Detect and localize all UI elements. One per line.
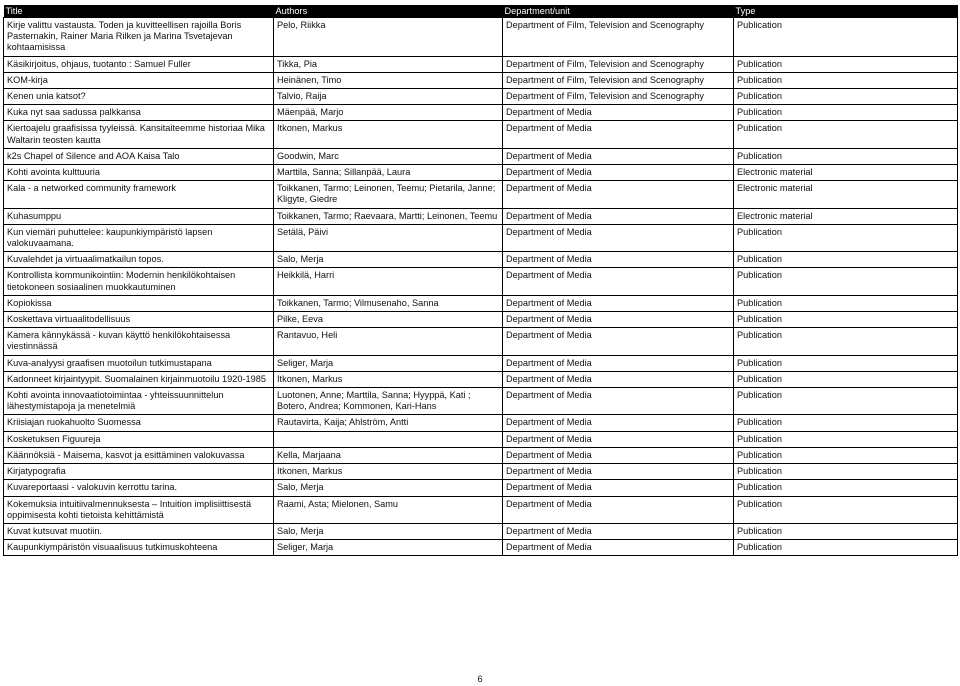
cell-title: Kokemuksia intuitiivalmennuksesta – Intuition implisiittisestä oppimisesta kohti tietoista kehittämistä	[4, 496, 274, 523]
cell-type: Publication	[734, 388, 958, 415]
cell-authors: Rautavirta, Kaija; Ahlström, Antti	[274, 415, 503, 431]
cell-department: Department of Film, Television and Scenography	[503, 18, 734, 57]
cell-title: KOM-kirja	[4, 72, 274, 88]
cell-authors: Setälä, Päivi	[274, 224, 503, 251]
cell-title: Kirje valittu vastausta. Toden ja kuvitteellisen rajoilla Boris Pasternakin, Rainer Maria Rilken ja Marina Tsvetajevan kohtaamisissa	[4, 18, 274, 57]
cell-title: Kopiokissa	[4, 295, 274, 311]
cell-authors: Itkonen, Markus	[274, 464, 503, 480]
table-row	[4, 415, 958, 431]
cell-type: Publication	[734, 224, 958, 251]
cell-authors: Toikkanen, Tarmo; Leinonen, Teemu; Pietarila, Janne; Kligyte, Giedre	[274, 181, 503, 208]
cell-authors: Marttila, Sanna; Sillanpää, Laura	[274, 165, 503, 181]
cell-title: Kuvareportaasi - valokuvin kerrottu tarina.	[4, 480, 274, 496]
table-row	[4, 431, 958, 447]
cell-title: Koskettava virtuaalitodellisuus	[4, 312, 274, 328]
table-row	[4, 252, 958, 268]
cell-title: Kuvalehdet ja virtuaalimatkailun topos.	[4, 252, 274, 268]
cell-type: Publication	[734, 371, 958, 387]
cell-authors: Raami, Asta; Mielonen, Samu	[274, 496, 503, 523]
cell-department: Department of Film, Television and Scenography	[503, 72, 734, 88]
table-row	[4, 165, 958, 181]
cell-department: Department of Media	[503, 148, 734, 164]
cell-title: Kun viemäri puhuttelee: kaupunkiympäristö lapsen valokuvaamana.	[4, 224, 274, 251]
cell-department: Department of Film, Television and Scenography	[503, 56, 734, 72]
cell-title: k2s Chapel of Silence and AOA Kaisa Talo	[4, 148, 274, 164]
cell-department: Department of Media	[503, 312, 734, 328]
cell-type: Publication	[734, 480, 958, 496]
cell-authors: Heinänen, Timo	[274, 72, 503, 88]
table-row	[4, 480, 958, 496]
table-row	[4, 388, 958, 415]
cell-authors: Salo, Merja	[274, 252, 503, 268]
table-row	[4, 72, 958, 88]
cell-title: Kamera kännykässä - kuvan käyttö henkilökohtaisessa viestinnässä	[4, 328, 274, 355]
cell-type: Publication	[734, 268, 958, 295]
cell-type: Publication	[734, 355, 958, 371]
cell-title: Kenen unia katsot?	[4, 89, 274, 105]
cell-type: Publication	[734, 72, 958, 88]
cell-department: Department of Media	[503, 224, 734, 251]
cell-authors: Kella, Marjaana	[274, 447, 503, 463]
cell-department: Department of Media	[503, 464, 734, 480]
cell-department: Department of Film, Television and Scenography	[503, 89, 734, 105]
cell-title: Kohti avointa kulttuuria	[4, 165, 274, 181]
table-row	[4, 540, 958, 556]
table-row	[4, 89, 958, 105]
cell-department: Department of Media	[503, 355, 734, 371]
cell-title: Käsikirjoitus, ohjaus, tuotanto : Samuel Fuller	[4, 56, 274, 72]
cell-type: Publication	[734, 328, 958, 355]
cell-type: Publication	[734, 121, 958, 148]
cell-authors: Tikka, Pia	[274, 56, 503, 72]
cell-authors: Heikkilä, Harri	[274, 268, 503, 295]
cell-title: Kuka nyt saa sadussa palkkansa	[4, 105, 274, 121]
table-row	[4, 56, 958, 72]
cell-authors: Toikkanen, Tarmo; Raevaara, Martti; Leinonen, Teemu	[274, 208, 503, 224]
cell-title: Kriisiajan ruokahuolto Suomessa	[4, 415, 274, 431]
cell-type: Publication	[734, 56, 958, 72]
table-row	[4, 105, 958, 121]
cell-title: Kontrollista kommunikointiin: Modernin henkilökohtaisen tietokoneen sosiaalinen muokkautuminen	[4, 268, 274, 295]
table-row	[4, 312, 958, 328]
table-row	[4, 355, 958, 371]
table-row	[4, 523, 958, 539]
cell-title: Kuva-analyysi graafisen muotoilun tutkimustapana	[4, 355, 274, 371]
cell-type: Publication	[734, 447, 958, 463]
table-row	[4, 148, 958, 164]
table-body	[4, 18, 958, 556]
page-number: 6	[477, 674, 483, 684]
cell-title: Kadonneet kirjaintyypit. Suomalainen kirjainmuotoilu 1920-1985	[4, 371, 274, 387]
cell-type: Electronic material	[734, 181, 958, 208]
cell-type: Publication	[734, 523, 958, 539]
cell-department: Department of Media	[503, 388, 734, 415]
cell-department: Department of Media	[503, 371, 734, 387]
cell-department: Department of Media	[503, 480, 734, 496]
cell-authors: Toikkanen, Tarmo; Vilmusenaho, Sanna	[274, 295, 503, 311]
cell-title: Kiertoajelu graafisissa tyyleissä. Kansitaiteemme historiaa Mika Waltarin teosten kautta	[4, 121, 274, 148]
cell-department: Department of Media	[503, 328, 734, 355]
cell-authors: Seliger, Marja	[274, 355, 503, 371]
cell-department: Department of Media	[503, 181, 734, 208]
cell-type: Publication	[734, 295, 958, 311]
column-header-authors: Authors	[274, 5, 503, 18]
table-row	[4, 121, 958, 148]
cell-authors	[274, 431, 503, 447]
cell-type: Publication	[734, 89, 958, 105]
cell-type: Publication	[734, 18, 958, 57]
cell-authors: Pilke, Eeva	[274, 312, 503, 328]
cell-department: Department of Media	[503, 295, 734, 311]
cell-department: Department of Media	[503, 447, 734, 463]
table-row	[4, 328, 958, 355]
cell-type: Electronic material	[734, 165, 958, 181]
cell-department: Department of Media	[503, 415, 734, 431]
cell-department: Department of Media	[503, 540, 734, 556]
table-row	[4, 224, 958, 251]
cell-title: Käännöksiä - Maisema, kasvot ja esittäminen valokuvassa	[4, 447, 274, 463]
cell-department: Department of Media	[503, 208, 734, 224]
cell-type: Publication	[734, 540, 958, 556]
column-header-department: Department/unit	[503, 5, 734, 18]
cell-title: Kosketuksen Figuureja	[4, 431, 274, 447]
cell-authors: Salo, Merja	[274, 523, 503, 539]
cell-type: Publication	[734, 105, 958, 121]
cell-type: Publication	[734, 148, 958, 164]
table-row	[4, 268, 958, 295]
cell-department: Department of Media	[503, 496, 734, 523]
cell-title: Kaupunkiympäristön visuaalisuus tutkimuskohteena	[4, 540, 274, 556]
cell-department: Department of Media	[503, 252, 734, 268]
cell-type: Publication	[734, 431, 958, 447]
table-row	[4, 464, 958, 480]
cell-department: Department of Media	[503, 105, 734, 121]
cell-authors: Salo, Merja	[274, 480, 503, 496]
cell-authors: Seliger, Marja	[274, 540, 503, 556]
cell-type: Publication	[734, 464, 958, 480]
cell-title: Kuhasumppu	[4, 208, 274, 224]
cell-authors: Goodwin, Marc	[274, 148, 503, 164]
cell-authors: Pelo, Riikka	[274, 18, 503, 57]
table-row	[4, 371, 958, 387]
cell-type: Publication	[734, 496, 958, 523]
cell-authors: Luotonen, Anne; Marttila, Sanna; Hyyppä, Kati ; Botero, Andrea; Kommonen, Kari-Hans	[274, 388, 503, 415]
table-row	[4, 496, 958, 523]
cell-department: Department of Media	[503, 523, 734, 539]
cell-type: Publication	[734, 252, 958, 268]
cell-title: Kala - a networked community framework	[4, 181, 274, 208]
table-row	[4, 447, 958, 463]
cell-title: Kuvat kutsuvat muotiin.	[4, 523, 274, 539]
cell-title: Kohti avointa innovaatiotoimintaa - yhteissuunnittelun lähestymistapoja ja menetelmiä	[4, 388, 274, 415]
column-header-type: Type	[734, 5, 958, 18]
cell-department: Department of Media	[503, 268, 734, 295]
cell-department: Department of Media	[503, 431, 734, 447]
table-row	[4, 181, 958, 208]
cell-title: Kirjatypografia	[4, 464, 274, 480]
cell-authors: Mäenpää, Marjo	[274, 105, 503, 121]
table-header	[4, 5, 958, 18]
table-row	[4, 18, 958, 57]
cell-authors: Talvio, Raija	[274, 89, 503, 105]
cell-department: Department of Media	[503, 121, 734, 148]
table-row	[4, 295, 958, 311]
column-header-title: Title	[4, 5, 274, 18]
cell-authors: Itkonen, Markus	[274, 121, 503, 148]
cell-authors: Rantavuo, Heli	[274, 328, 503, 355]
header-row	[4, 5, 958, 18]
cell-type: Electronic material	[734, 208, 958, 224]
table-row	[4, 208, 958, 224]
publications-table	[3, 5, 958, 556]
cell-type: Publication	[734, 415, 958, 431]
cell-department: Department of Media	[503, 165, 734, 181]
cell-type: Publication	[734, 312, 958, 328]
cell-authors: Itkonen, Markus	[274, 371, 503, 387]
